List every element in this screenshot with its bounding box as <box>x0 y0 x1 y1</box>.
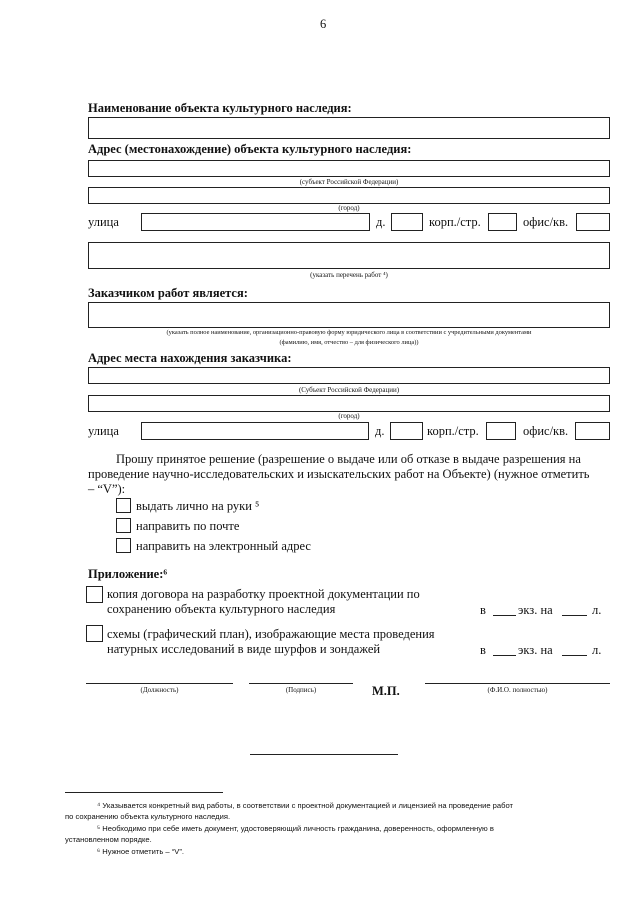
object-address-label: Адрес (местонахождение) объекта культурного наследия: <box>88 142 412 156</box>
appendix-item-2-pages-blank[interactable] <box>562 655 587 656</box>
object-subject-caption: (субъект Российской Федерации) <box>299 178 399 186</box>
appendix-item-2-line1: схемы (графический план), изображающие места проведения <box>107 627 435 641</box>
customer-subject-caption: (Субъект Российской Федерации) <box>298 386 400 394</box>
appendix-title: Приложение:⁶ <box>88 567 168 581</box>
customer-label: Заказчиком работ является: <box>88 286 248 300</box>
footnote-4-line2: по сохранению объекта культурного наследия. <box>65 812 231 821</box>
appendix-item-2-copies-label: экз. на <box>518 643 553 657</box>
appendix-item-2-copies-blank[interactable] <box>493 655 516 656</box>
object-city-field[interactable] <box>88 187 610 204</box>
signature-caption: (Подпись) <box>285 686 317 694</box>
footnote-5-line2: установленном порядке. <box>65 835 152 844</box>
customer-street-label: улица <box>88 424 119 438</box>
full-name-caption: (Ф.И.О. полностью) <box>487 686 548 694</box>
customer-caption-line2: (фамилию, имя, отчество – для физического лица)) <box>279 339 419 346</box>
appendix-item-2-checkbox[interactable] <box>86 625 103 642</box>
appendix-item-1-checkbox[interactable] <box>86 586 103 603</box>
object-name-label: Наименование объекта культурного наследия: <box>88 101 352 115</box>
appendix-item-2-pages-label: л. <box>592 643 602 657</box>
customer-caption-line1: (указать полное наименование, организационно-правовую форму юридического лица в соответствии с учредительными документами <box>166 329 532 336</box>
works-list-caption: (указать перечень работ ⁴) <box>310 271 388 279</box>
customer-field[interactable] <box>88 302 610 328</box>
object-street-field[interactable] <box>141 213 370 231</box>
appendix-item-1-copies-label: экз. на <box>518 603 553 617</box>
appendix-item-1-pages-blank[interactable] <box>562 615 587 616</box>
footnote-6: ⁶ Нужное отметить – “V”. <box>97 847 184 856</box>
signature-line[interactable] <box>249 683 353 684</box>
customer-house-field[interactable] <box>390 422 423 440</box>
customer-building-field[interactable] <box>486 422 516 440</box>
object-name-field[interactable] <box>88 117 610 139</box>
option-email-label: направить на электронный адрес <box>136 539 311 553</box>
customer-house-label: д. <box>375 424 385 438</box>
full-name-line[interactable] <box>425 683 610 684</box>
object-street-label: улица <box>88 215 119 229</box>
object-house-label: д. <box>376 215 386 229</box>
appendix-item-2-in: в <box>480 643 486 657</box>
decorative-line <box>250 754 398 755</box>
customer-city-field[interactable] <box>88 395 610 412</box>
customer-office-field[interactable] <box>575 422 610 440</box>
customer-city-caption: (город) <box>338 412 360 420</box>
request-text-line3: – “V”): <box>88 482 126 496</box>
option-in-person-checkbox[interactable] <box>116 498 131 513</box>
footnote-divider <box>65 792 223 793</box>
object-house-field[interactable] <box>391 213 423 231</box>
position-caption: (Должность) <box>140 686 179 694</box>
object-city-caption: (город) <box>338 204 360 212</box>
object-building-label: корп./стр. <box>429 215 481 229</box>
works-list-field[interactable] <box>88 242 610 269</box>
object-building-field[interactable] <box>488 213 517 231</box>
option-email-checkbox[interactable] <box>116 538 131 553</box>
object-office-field[interactable] <box>576 213 610 231</box>
option-in-person-label: выдать лично на руки ⁵ <box>136 499 260 513</box>
object-office-label: офис/кв. <box>523 215 569 229</box>
appendix-item-1-pages-label: л. <box>592 603 602 617</box>
customer-subject-field[interactable] <box>88 367 610 384</box>
appendix-item-1-line2: сохранению объекта культурного наследия <box>107 602 336 616</box>
option-by-mail-checkbox[interactable] <box>116 518 131 533</box>
appendix-item-1-in: в <box>480 603 486 617</box>
footnote-4-line1: ⁴ Указывается конкретный вид работы, в соответствии с проектной документацией и лицензией на проведение работ <box>97 801 514 810</box>
request-text-line2: проведение научно-исследовательских и изыскательских работ на Объекте) (нужное отметить <box>88 467 590 481</box>
customer-address-label: Адрес места нахождения заказчика: <box>88 351 292 365</box>
footnote-5-line1: ⁵ Необходимо при себе иметь документ, удостоверяющий личность гражданина, доверенность, оформленную в <box>97 824 494 833</box>
stamp-placeholder: М.П. <box>372 684 400 698</box>
request-text-line1: Прошу принятое решение (разрешение о выдаче или об отказе в выдаче разрешения на <box>116 452 581 466</box>
appendix-item-1-copies-blank[interactable] <box>493 615 516 616</box>
position-line[interactable] <box>86 683 233 684</box>
appendix-item-2-line2: натурных исследований в виде шурфов и зондажей <box>107 642 381 656</box>
customer-building-label: корп./стр. <box>427 424 479 438</box>
option-by-mail-label: направить по почте <box>136 519 240 533</box>
customer-street-field[interactable] <box>141 422 369 440</box>
object-subject-field[interactable] <box>88 160 610 177</box>
customer-office-label: офис/кв. <box>523 424 569 438</box>
appendix-item-1-line1: копия договора на разработку проектной документации по <box>107 587 420 601</box>
page-number: 6 <box>320 17 327 31</box>
